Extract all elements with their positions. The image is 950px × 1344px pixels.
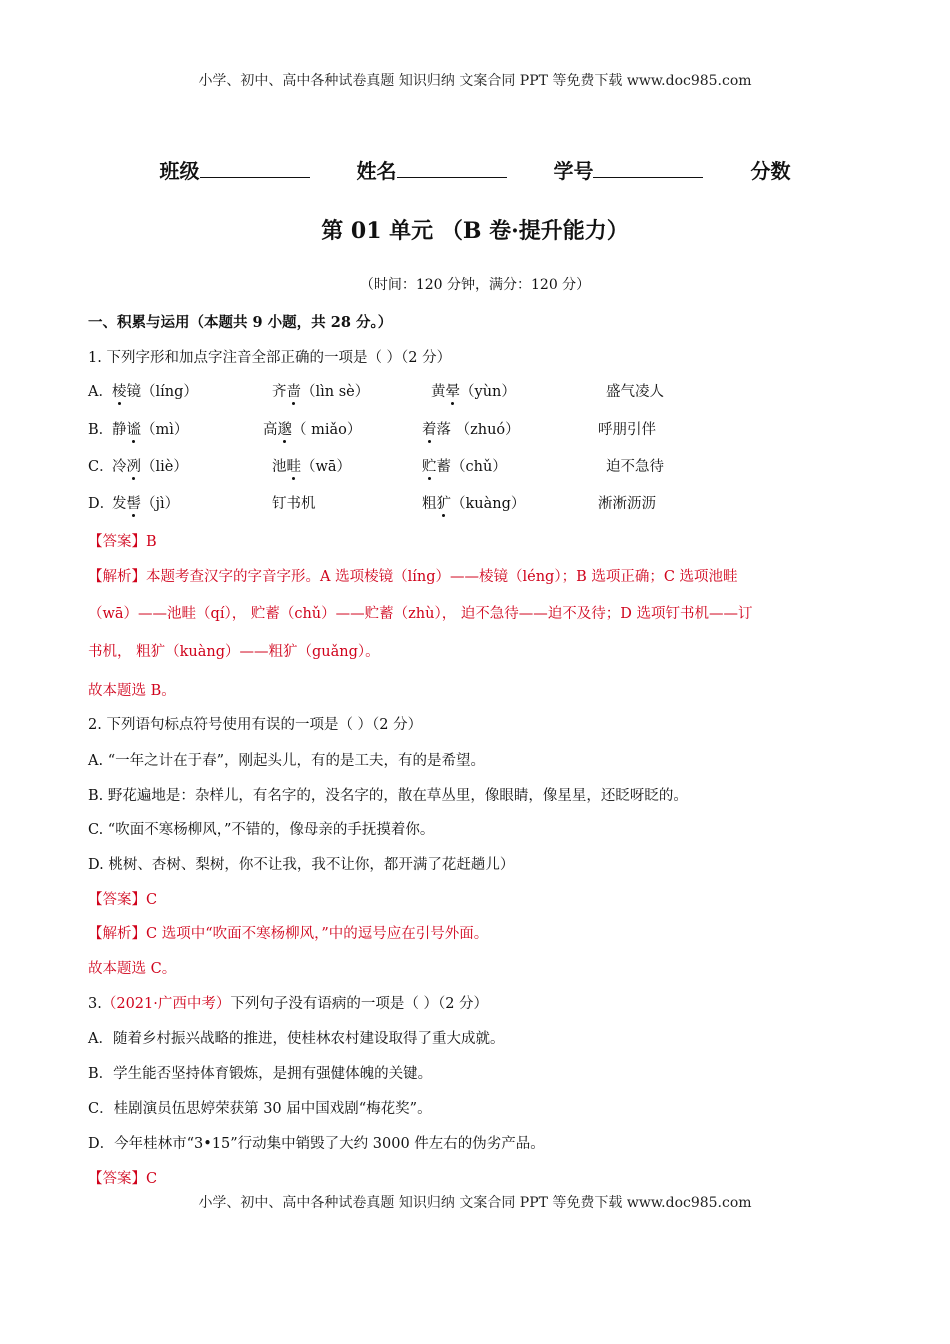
option-word: 钉书机 <box>272 496 316 512</box>
page-header: 小学、初中、高中各种试卷真题 知识归纳 文案合同 PPT 等免费下载 www.doc985.com <box>198 73 752 89</box>
class-label: 班级 <box>159 159 200 183</box>
class-field[interactable] <box>160 155 310 184</box>
answer-tag: 【答案】 <box>88 534 146 550</box>
question-2-option-c: C. “吹面不寒杨柳风，”不错的，像母亲的手抚摸着你。 <box>88 822 435 838</box>
question-1-stem: 1. 下列字形和加点字注音全部正确的一项是（ ）（2 分） <box>88 350 452 366</box>
answer-value: B <box>146 534 157 550</box>
question-2-option-a: A. “一年之计在于春”，刚起头儿，有的是工夫，有的是希望。 <box>88 753 486 769</box>
option-word: 盛气凌人 <box>606 384 664 400</box>
answer-value: C <box>146 1171 158 1187</box>
question-source: （2021·广西中考） <box>101 996 231 1012</box>
option-word: 发髻（jì） <box>112 496 180 512</box>
option-word: 呼朋引伴 <box>598 422 656 438</box>
score-label: 分数 <box>750 159 791 183</box>
question-3-stem: 3.（2021·广西中考）下列句子没有语病的一项是（ ）（2 分） <box>88 996 489 1012</box>
page-title: 第 01 单元 （B 卷·提升能力） <box>321 218 629 244</box>
question-3-option-d: D．今年桂林市“3•15”行动集中销毁了大约 3000 件左右的伪劣产品。 <box>88 1136 545 1152</box>
analysis-tag: 【解析】 <box>88 569 146 585</box>
question-1-conclusion: 故本题选 B。 <box>88 683 176 699</box>
option-word: 贮蓄（chǔ） <box>422 459 507 475</box>
question-1-analysis-line: 书机， 粗犷（kuàng）——粗犷（guǎng）。 <box>88 644 380 660</box>
option-word: 池畦（wā） <box>272 459 352 475</box>
option-label: B． <box>88 422 114 438</box>
option-label: A． <box>88 384 113 400</box>
question-2-conclusion: 故本题选 C。 <box>88 961 177 977</box>
question-1-analysis-line: （wā）——池畦（qí）， 贮蓄（chǔ）——贮蓄（zhù）， 迫不急待——迫不及待；D 选项钉书机——订 <box>88 606 753 622</box>
student-info-fields <box>0 155 950 184</box>
option-label: C． <box>88 459 114 475</box>
exam-info: （时间：120 分钟，满分：120 分） <box>359 277 591 293</box>
question-1-analysis: 【解析】本题考查汉字的字音字形。A 选项棱镜（líng）——棱镜（léng）；B 选项正确；C 选项池畦 <box>88 569 738 585</box>
option-word: 黄晕（yùn） <box>431 384 516 400</box>
answer-value: C <box>146 892 158 908</box>
question-3-option-a: A．随着乡村振兴战略的推进，使桂林农村建设取得了重大成就。 <box>88 1031 505 1047</box>
score-field <box>750 155 790 184</box>
question-3-option-b: B．学生能否坚持体育锻炼，是拥有强健体魄的关键。 <box>88 1066 433 1082</box>
question-2-stem: 2. 下列语句标点符号使用有误的一项是（ ）（2 分） <box>88 717 423 733</box>
name-label: 姓名 <box>356 159 397 183</box>
page-footer: 小学、初中、高中各种试卷真题 知识归纳 文案合同 PPT 等免费下载 www.doc985.com <box>198 1195 752 1211</box>
answer-tag: 【答案】 <box>88 1171 146 1187</box>
question-2-option-d: D. 桃树、杏树、梨树，你不让我，我不让你，都开满了花赶趟儿） <box>88 857 515 873</box>
option-word: 高邈（ miǎo） <box>263 422 362 438</box>
option-word: 淅淅沥沥 <box>598 496 656 512</box>
option-word: 着落 （zhuó） <box>422 422 520 438</box>
option-word: 迫不急待 <box>606 459 664 475</box>
student-id-label: 学号 <box>553 159 594 183</box>
option-label: D． <box>88 496 115 512</box>
question-2-analysis: 【解析】C 选项中“吹面不寒杨柳风，”中的逗号应在引号外面。 <box>88 926 489 942</box>
analysis-tag: 【解析】 <box>88 926 146 942</box>
question-3-option-c: C．桂剧演员伍思婷荣获第 30 届中国戏剧“梅花奖”。 <box>88 1101 432 1117</box>
student-id-field[interactable] <box>553 155 703 184</box>
answer-tag: 【答案】 <box>88 892 146 908</box>
option-word: 齐啬（lìn sè） <box>272 384 370 400</box>
option-word: 粗犷（kuàng） <box>422 496 526 512</box>
question-1-answer <box>88 530 157 551</box>
option-word: 静谧（mì） <box>112 422 189 438</box>
question-2-option-b: B. 野花遍地是：杂样儿，有名字的，没名字的，散在草丛里，像眼睛，像星星，还眨呀眨的。 <box>88 788 688 804</box>
option-word: 冷冽（liè） <box>112 459 188 475</box>
question-2-answer <box>88 888 157 909</box>
option-word: 棱镜（líng） <box>112 384 198 400</box>
name-field[interactable] <box>357 155 507 184</box>
section-heading: 一、积累与运用（本题共 9 小题，共 28 分。） <box>88 314 393 331</box>
question-3-answer <box>88 1167 157 1188</box>
